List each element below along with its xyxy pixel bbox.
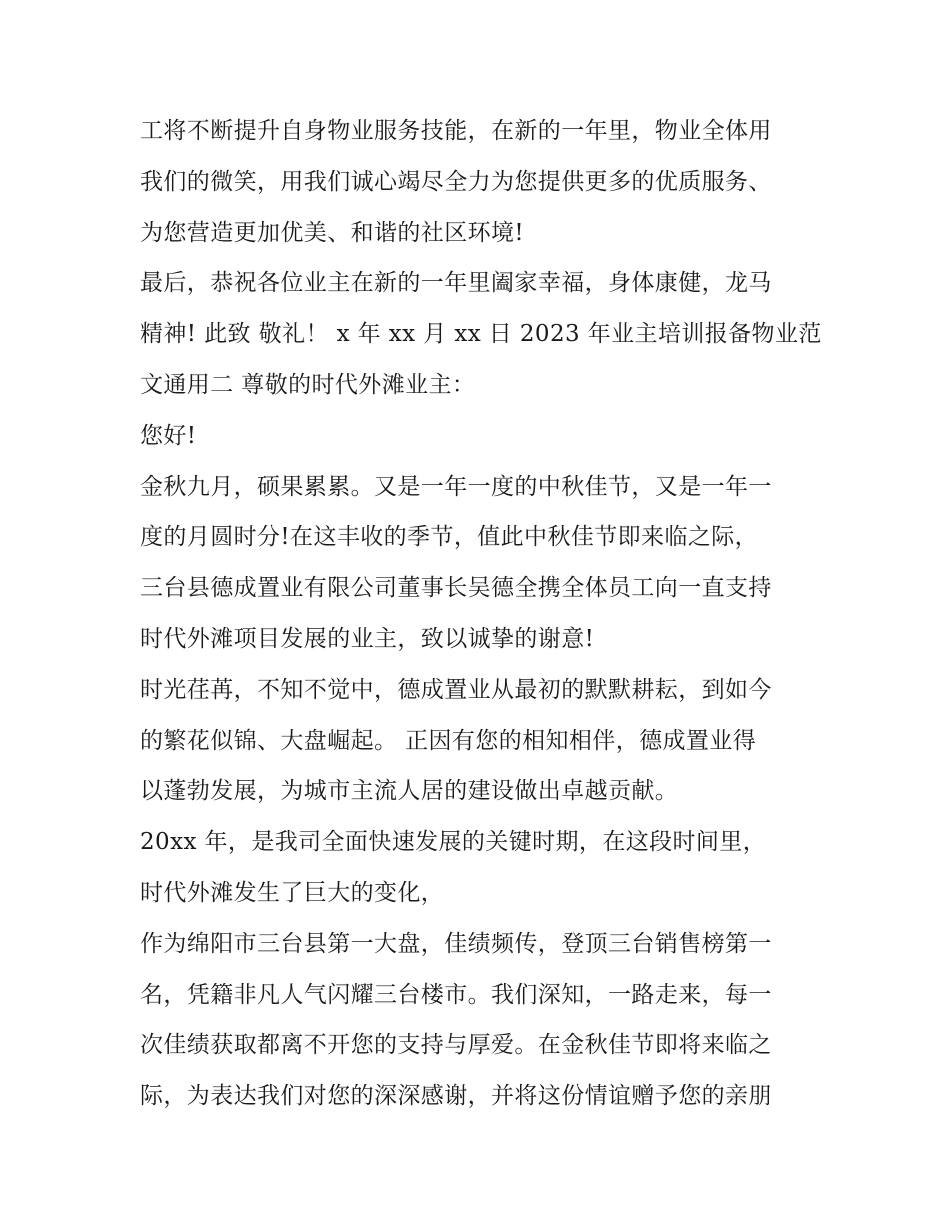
text-line: 20xx 年，是我司全面快速发展的关键时期，在这段时间里， — [140, 829, 767, 856]
text-line: 以蓬勃发展，为城市主流人居的建设做出卓越贡献。 — [140, 778, 679, 805]
text-line: 工将不断提升自身物业服务技能，在新的一年里，物业全体用 — [140, 118, 772, 144]
text-line: 您好! — [140, 422, 197, 449]
text-line: 文通用二 尊敬的时代外滩业主： — [140, 371, 476, 398]
text-line: 的繁花似锦、大盘崛起。 正因有您的相知相伴，德成置业得 — [140, 727, 757, 754]
text-line: 金秋九月，硕果累累。又是一年一度的中秋佳节，又是一年一 — [140, 473, 772, 500]
text-line: 三台县德成置业有限公司董事长吴德全携全体员工向一直支持 — [140, 575, 772, 602]
text-line: 次佳绩获取都离不开您的支持与厚爱。在金秋佳节即将来临之 — [140, 1032, 772, 1059]
text-line: 度的月圆时分!在这丰收的季节，值此中秋佳节即来临之际， — [140, 524, 759, 551]
text-line: 时光荏苒，不知不觉中，德成置业从最初的默默耕耘，到如今 — [140, 676, 772, 703]
text-line: 我们的微笑，用我们诚心竭尽全力为您提供更多的优质服务、 — [140, 168, 772, 195]
text-line: 时代外滩发生了巨大的变化， — [140, 879, 445, 906]
text-line: 时代外滩项目发展的业主，致以诚挚的谢意! — [140, 625, 595, 652]
text-line: 精神! 此致 敬礼！ x 年 xx 月 xx 日 2023 年业主培训报备物业范 — [140, 321, 822, 348]
document-body — [140, 106, 820, 1122]
text-line: 作为绵阳市三台县第一大盘，佳绩频传，登顶三台销售榜第一 — [140, 930, 772, 957]
text-line: 为您营造更加优美、和谐的社区环境! — [140, 219, 525, 246]
text-line: 名，凭籍非凡人气闪耀三台楼市。我们深知，一路走来，每一 — [140, 981, 772, 1008]
text-line: 最后，恭祝各位业主在新的一年里阖家幸福，身体康健，龙马 — [140, 270, 772, 297]
text-line: 际，为表达我们对您的深深感谢，并将这份情谊赠予您的亲朋 — [140, 1083, 772, 1110]
